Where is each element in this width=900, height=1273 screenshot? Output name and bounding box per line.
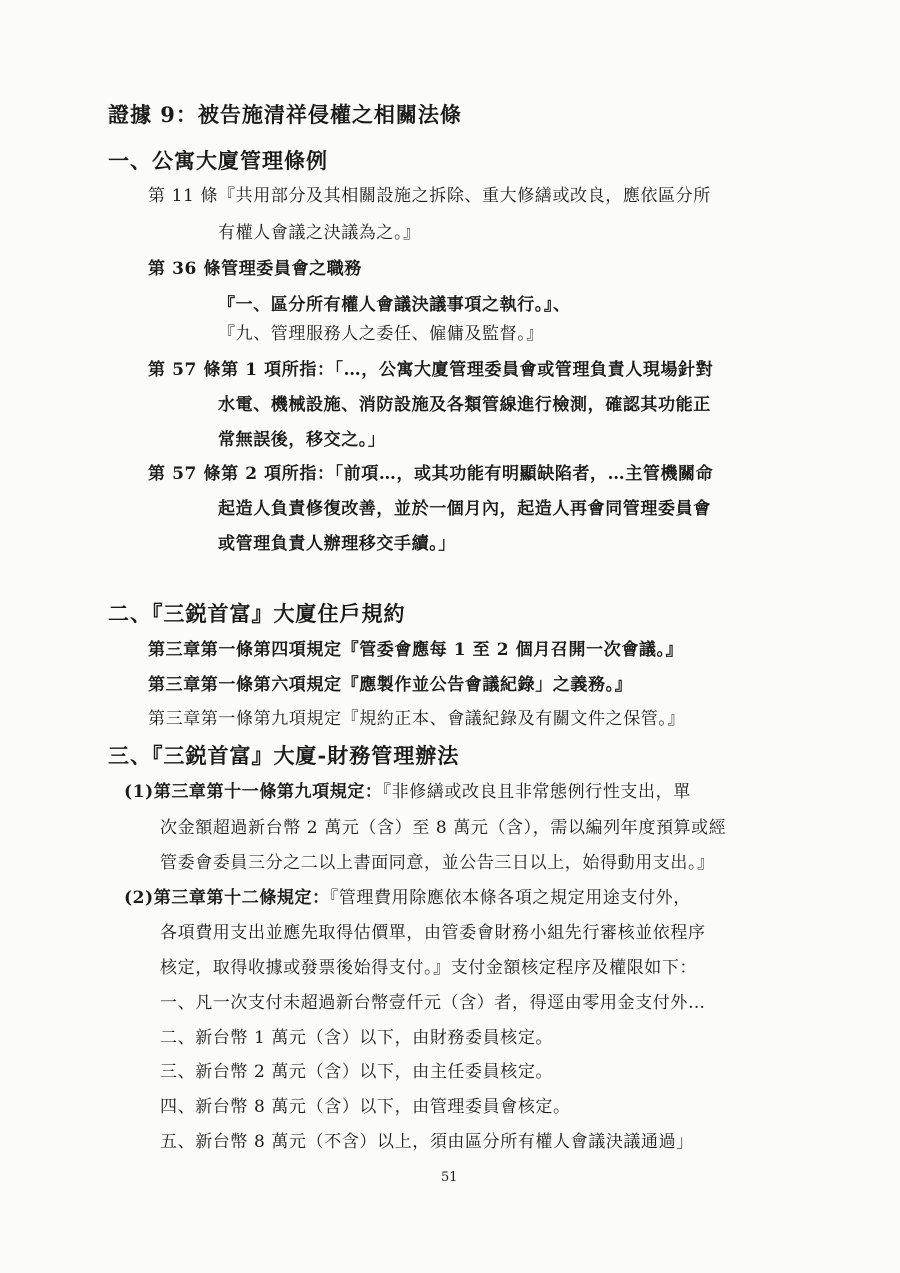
rule-item-9: 第三章第一條第九項規定『規約正本、會議紀錄及有關文件之保管。』 bbox=[148, 709, 686, 729]
finance-para-1-line-1 bbox=[124, 784, 691, 801]
finance-para-1-label: (1)第三章第十一條第九項規定： bbox=[124, 782, 383, 802]
section-heading-3: 三、『三鋭首富』大廈-財務管理辦法 bbox=[108, 743, 460, 768]
approval-item-5: 五、新台幣 8 萬元（不含）以上，須由區分所有權人會議決議通過」 bbox=[160, 1132, 694, 1152]
finance-para-1-text: 『非修繕或改良且非常態例行性支出，單 bbox=[382, 782, 691, 802]
article-57-2-line-2: 起造人負責修復改善，並於一個月內，起造人再會同管理委員會 bbox=[218, 499, 711, 519]
article-11-line-1: 第 11 條『共用部分及其相關設施之拆除、重大修繕或改良，應依區分所 bbox=[148, 186, 711, 206]
finance-para-1-line-2: 次金額超過新台幣 2 萬元（含）至 8 萬元（含），需以編列年度預算或經 bbox=[160, 818, 727, 838]
finance-para-2-line-3: 核定，取得收據或發票後始得支付。』支付金額核定程序及權限如下： bbox=[160, 958, 698, 978]
article-36-heading: 第 36 條管理委員會之職務 bbox=[148, 259, 362, 279]
rule-item-6: 第三章第一條第六項規定『應製作並公告會議紀錄」之義務。』 bbox=[148, 675, 633, 695]
section-heading-1: 一、公寓大廈管理條例 bbox=[108, 148, 328, 173]
article-36-item-1: 『一、區分所有權人會議決議事項之執行。』、 bbox=[218, 295, 571, 315]
rule-item-4: 第三章第一條第四項規定『管委會應每 1 至 2 個月召開一次會議。』 bbox=[148, 640, 684, 660]
article-57-1-line-3: 常無誤後，移交之。」 bbox=[218, 430, 386, 450]
article-11-line-2: 有權人會議之決議為之。』 bbox=[218, 223, 421, 243]
approval-item-3: 三、新台幣 2 萬元（含）以下，由主任委員核定。 bbox=[160, 1062, 554, 1082]
article-57-1-line-2: 水電、機械設施、消防設施及各類管線進行檢測，確認其功能正 bbox=[218, 395, 711, 415]
approval-item-1: 一、凡一次支付未超過新台幣壹仟元（含）者，得逕由零用金支付外… bbox=[160, 993, 706, 1013]
approval-item-4: 四、新台幣 8 萬元（含）以下，由管理委員會核定。 bbox=[160, 1097, 571, 1117]
finance-para-2-text: 『管理費用除應依本條各項之規定用途支付外， bbox=[329, 888, 691, 908]
approval-item-2: 二、新台幣 1 萬元（含）以下，由財務委員核定。 bbox=[160, 1028, 554, 1048]
article-36-item-9: 『九、管理服務人之委任、僱傭及監督。』 bbox=[218, 324, 544, 344]
finance-para-2-label: (2)第三章第十二條規定： bbox=[124, 888, 330, 908]
section-heading-2: 二、『三鋭首富』大廈住戶規約 bbox=[108, 601, 406, 626]
article-57-2-line-3: 或管理負責人辦理移交手續。」 bbox=[218, 534, 456, 554]
finance-para-2-line-1 bbox=[124, 890, 691, 907]
finance-para-2-line-2: 各項費用支出並應先取得估價單，由管委會財務小組先行審核並依程序 bbox=[160, 923, 706, 943]
article-57-2-line-1: 第 57 條第 2 項所指：「前項…，或其功能有明顯缺陷者，…主管機關命 bbox=[148, 464, 714, 484]
article-57-1-line-1: 第 57 條第 1 項所指：「…，公寓大廈管理委員會或管理負責人現場針對 bbox=[148, 360, 714, 380]
page-number: 51 bbox=[441, 1170, 458, 1185]
page-title: 證據 9：被告施清祥侵權之相關法條 bbox=[108, 102, 462, 127]
finance-para-1-line-3: 管委會委員三分之二以上書面同意，並公告三日以上，始得動用支出。』 bbox=[160, 853, 715, 873]
